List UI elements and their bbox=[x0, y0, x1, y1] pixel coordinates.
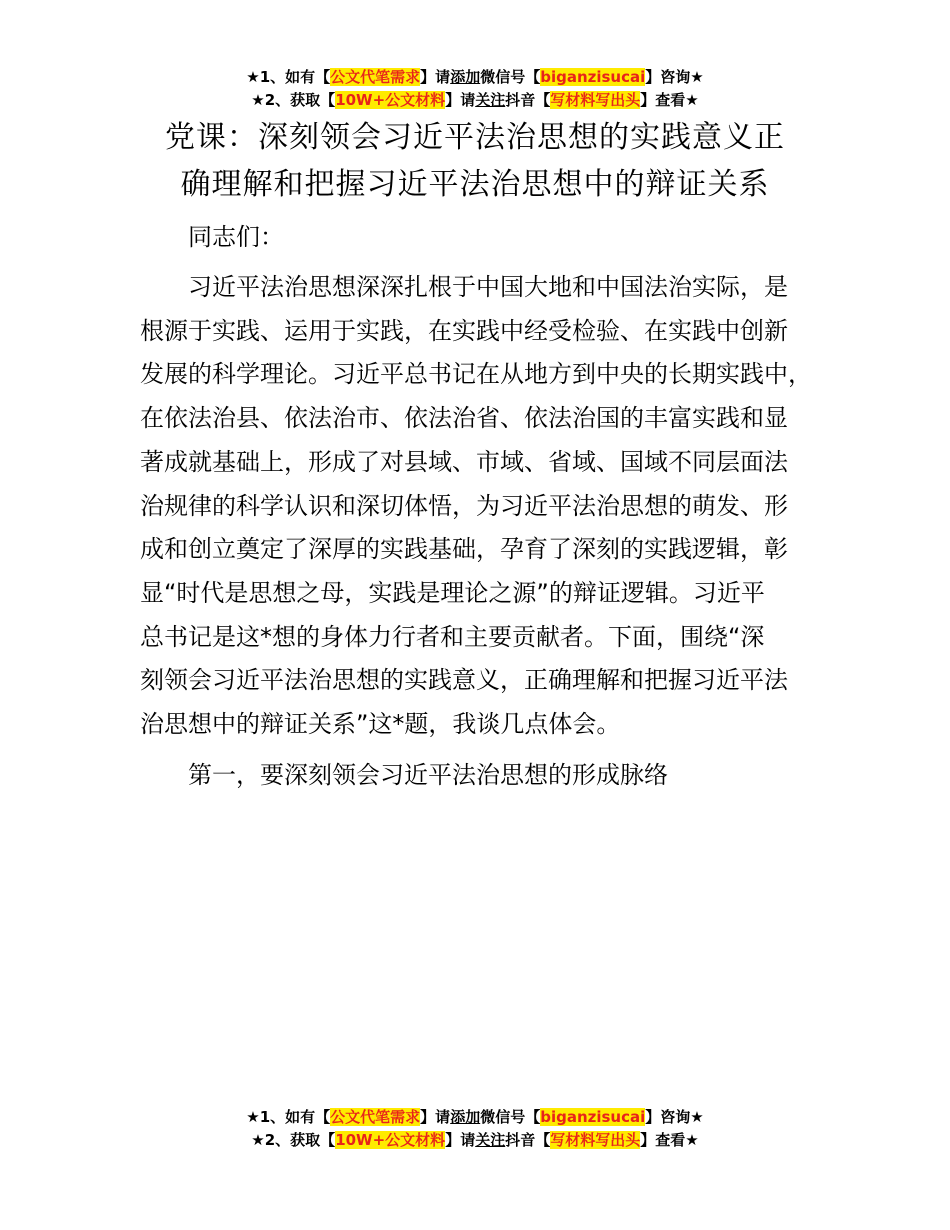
paragraph-line: 在依法治县、依法治市、依法治省、依法治国的丰富实践和显 bbox=[140, 404, 788, 433]
paragraph-line: 治思想中的辩证关系”这*题，我谈几点体会。 bbox=[140, 710, 621, 739]
footer-banner bbox=[0, 1106, 950, 1152]
paragraph-line: 显“时代是思想之母，实践是理论之源”的辩证逻辑。习近平 bbox=[140, 578, 765, 607]
document-title bbox=[100, 114, 850, 208]
paragraph-line: 习近平法治思想深深扎根于中国大地和中国法治实际，是 bbox=[188, 273, 788, 301]
paragraph-line: 总书记是这*想的身体力行者和主要贡献者。下面，围绕“深 bbox=[140, 622, 765, 651]
paragraph-line: 发展的科学理论。习近平总书记在从地方到中央的长期实践中， bbox=[140, 360, 812, 389]
highlight-ghostwriting: 公文代笔需求 bbox=[330, 68, 421, 86]
section-heading: 第一，要深刻领会习近平法治思想的形成脉络 bbox=[188, 761, 668, 789]
highlight-wechat-id: biganzisucai bbox=[540, 1108, 646, 1126]
paragraph-line: 治规律的科学认识和深切体悟，为习近平法治思想的萌发、形 bbox=[140, 491, 788, 520]
highlight-materials: 10W+公文材料 bbox=[335, 91, 446, 109]
title-line: 党课：深刻领会习近平法治思想的实践意义正 bbox=[165, 120, 785, 155]
banner-line-1: ★1、如有【公文代笔需求】请添加微信号【biganzisucai】咨询★ bbox=[246, 68, 704, 86]
title-line: 确理解和把握习近平法治思想中的辩证关系 bbox=[180, 167, 770, 202]
salutation: 同志们： bbox=[188, 223, 284, 251]
highlight-wechat-id: biganzisucai bbox=[540, 68, 646, 86]
paragraph-line: 成和创立奠定了深厚的实践基础，孕育了深刻的实践逻辑，彰 bbox=[140, 535, 788, 564]
paragraph-line: 著成就基础上，形成了对县域、市域、省域、国域不同层面法 bbox=[140, 447, 788, 476]
body-paragraph bbox=[140, 266, 840, 747]
paragraph-line: 根源于实践、运用于实践，在实践中经受检验、在实践中创新 bbox=[140, 316, 788, 345]
banner-line-1: ★1、如有【公文代笔需求】请添加微信号【biganzisucai】咨询★ bbox=[246, 1108, 704, 1126]
banner-line-2: ★2、获取【10W+公文材料】请关注抖音【写材料写出头】查看★ bbox=[251, 91, 699, 109]
banner-line-2: ★2、获取【10W+公文材料】请关注抖音【写材料写出头】查看★ bbox=[251, 1131, 699, 1149]
highlight-douyin-account: 写材料写出头 bbox=[550, 1131, 641, 1149]
highlight-ghostwriting: 公文代笔需求 bbox=[330, 1108, 421, 1126]
highlight-douyin-account: 写材料写出头 bbox=[550, 91, 641, 109]
paragraph-line: 刻领会习近平法治思想的实践意义，正确理解和把握习近平法 bbox=[140, 666, 788, 695]
header-banner bbox=[0, 66, 950, 112]
highlight-materials: 10W+公文材料 bbox=[335, 1131, 446, 1149]
